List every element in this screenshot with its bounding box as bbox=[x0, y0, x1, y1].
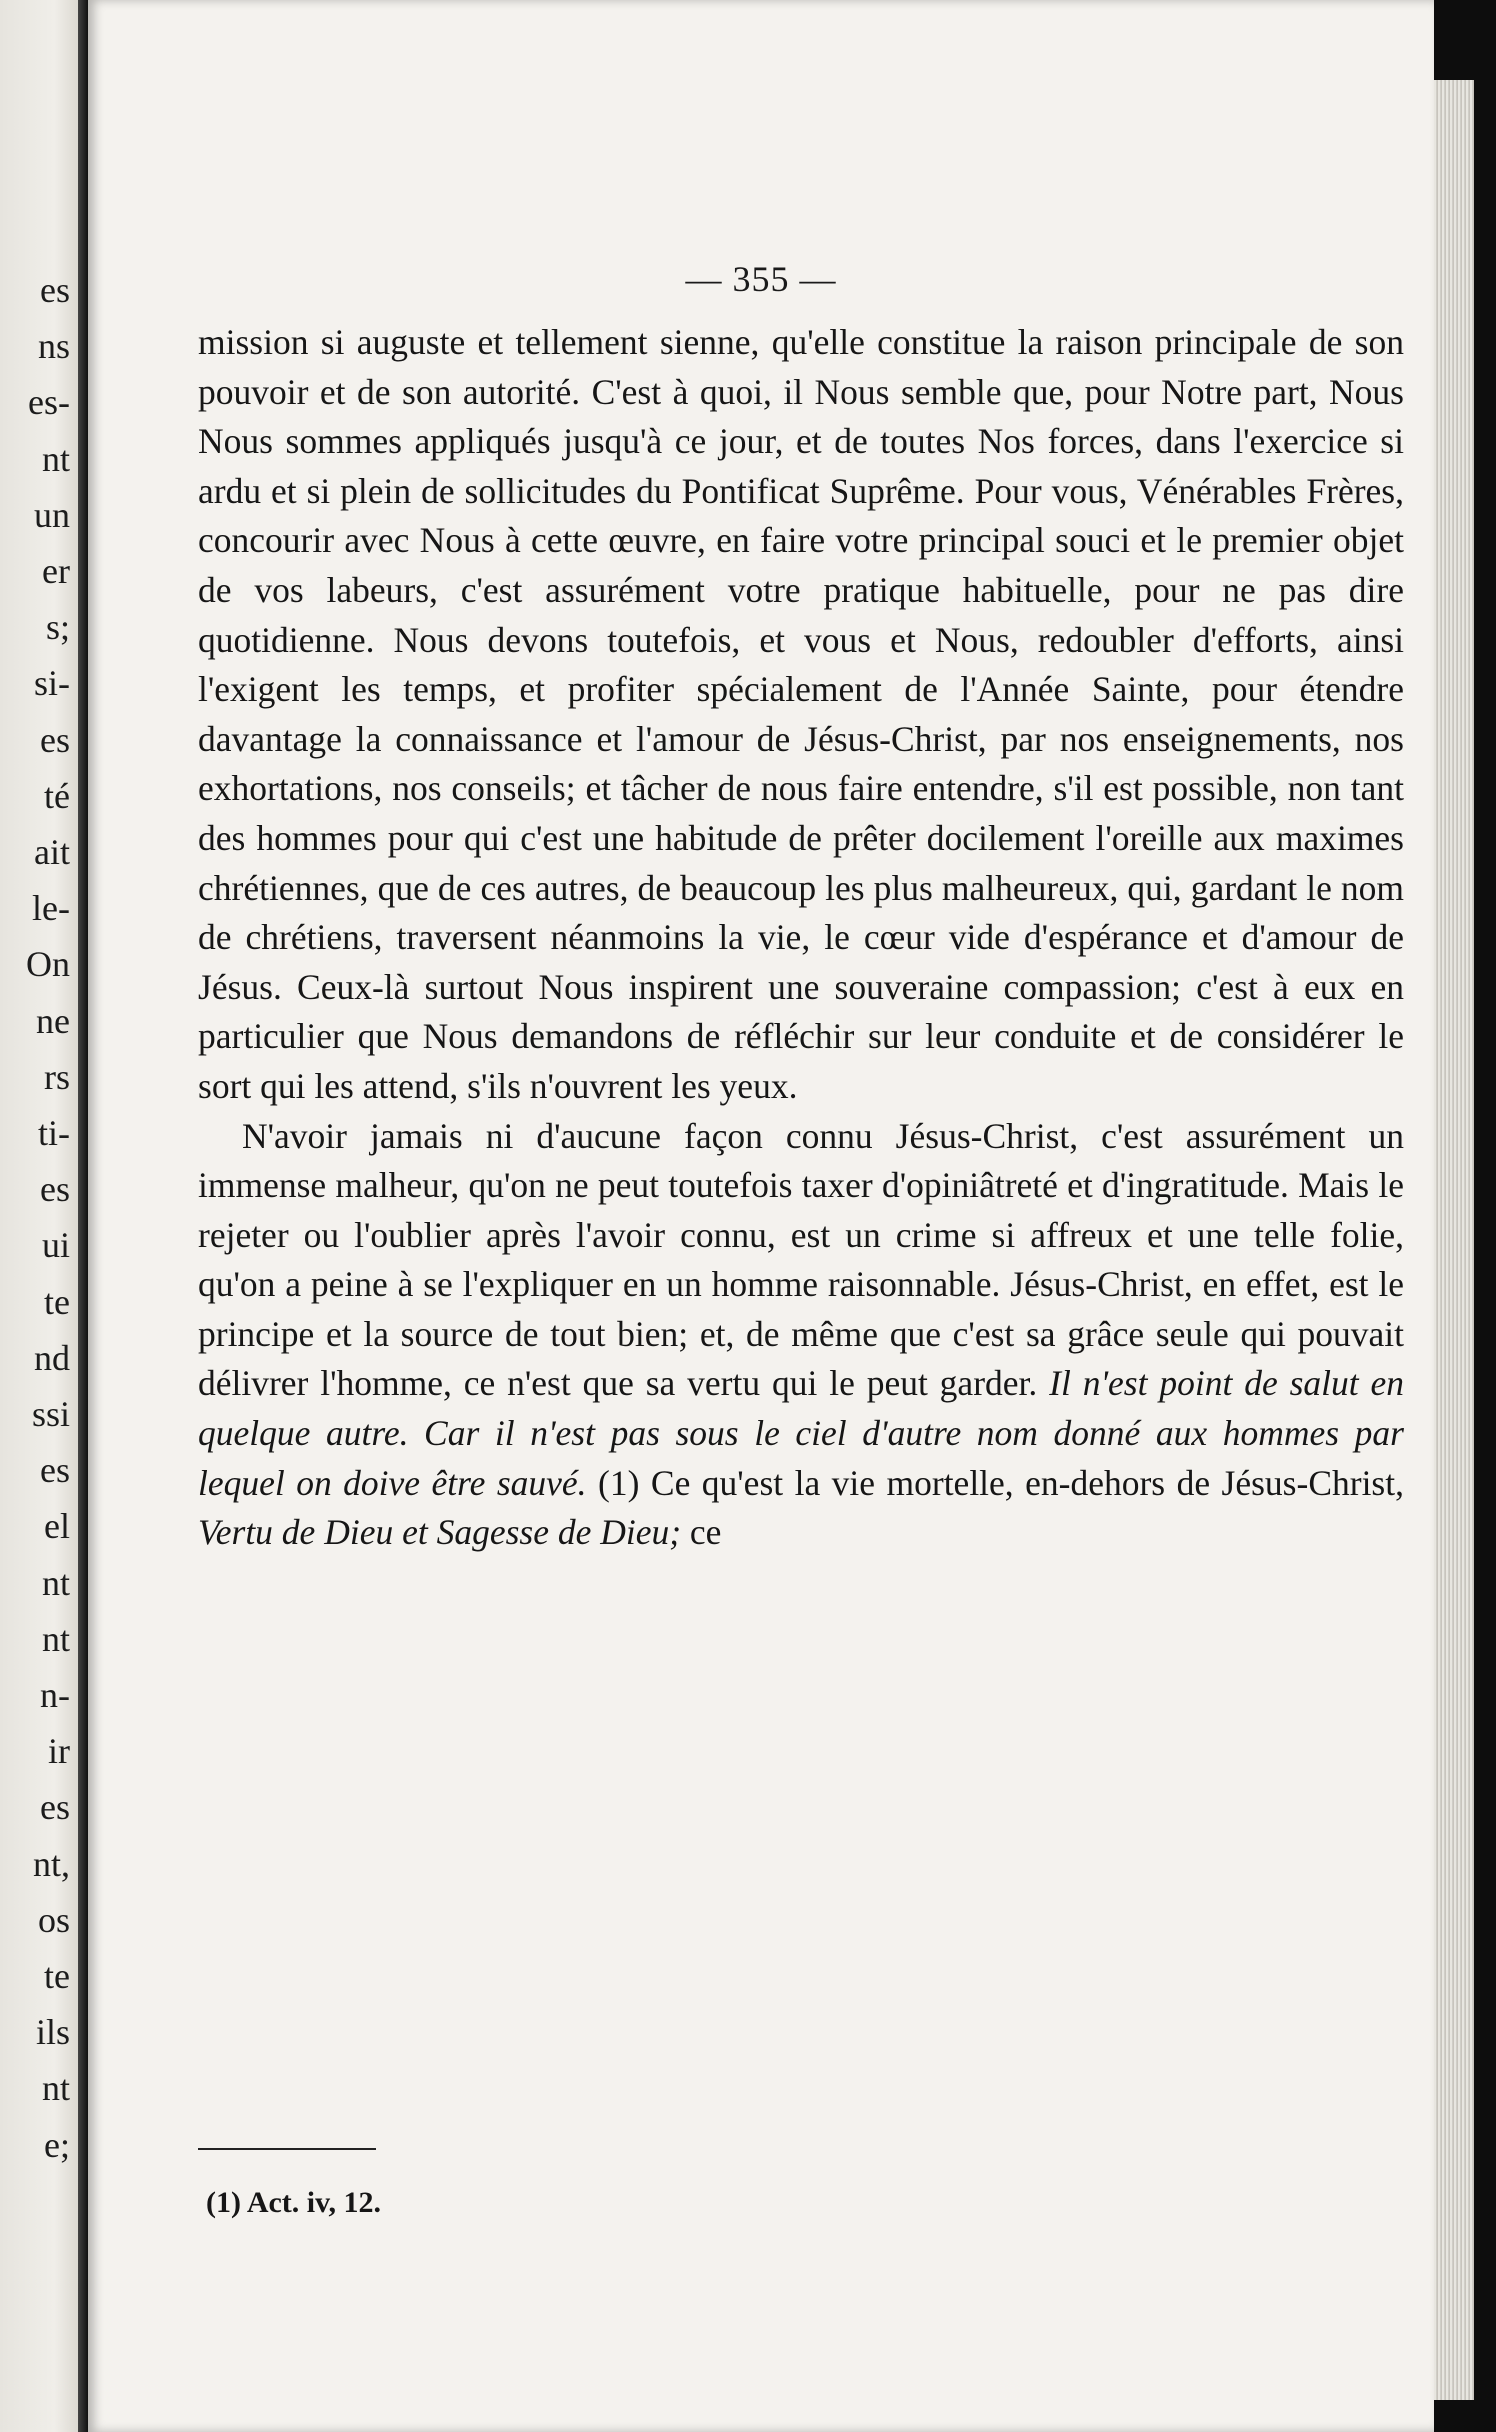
book-gutter bbox=[78, 0, 88, 2432]
left-page-fragment: nd bbox=[34, 1337, 70, 1378]
left-page-fragment: s; bbox=[45, 607, 70, 648]
left-page-fragment: nt bbox=[41, 2068, 70, 2109]
page-edges bbox=[1434, 80, 1474, 2400]
page-number: — 355 — bbox=[685, 259, 837, 299]
left-page-fragment: es bbox=[40, 719, 70, 760]
paragraph-1: mission si auguste et tellement sienne, qu'elle constitue la raison principale de son pouvoir et de son autorité. C'est à quoi, il Nous semble que, pour Notre part, Nous Nous sommes appliqués jusqu'à ce jour, et de toutes Nos forces, dans l'exercice si ardu et si plein de sollicitudes du Pontificat Suprême. Pour vous, Vénérables Frères, concourir avec Nous à cette œuvre, en faire votre principal souci et le premier objet de vos labeurs, c'est assurément votre pratique habituelle, pour ne pas dire quotidienne. Nous devons toutefois, et vous et Nous, redoubler d'efforts, ainsi l'exigent les temps, et profiter spécialement de l'Année Sainte, pour étendre davantage la connaissance et l'amour de Jésus-Christ, par nos enseignements, nos exhortations, nos conseils; et tâcher de nous faire entendre, s'il est possible, non tant des hommes pour qui c'est une habitude de prêter docilement l'oreille aux maximes chrétiennes, que de ces autres, de beaucoup les plus malheureux, qui, gardant le nom de chrétiens, traversent néanmoins la vie, le cœur vide d'espérance et d'amour de Jésus. Ceux-là surtout Nous inspirent une souveraine compassion; c'est à eux en particulier que Nous demandons de réfléchir sur leur conduite et de considérer le sort qui les attend, s'ils n'ouvrent les yeux. bbox=[198, 322, 1404, 1106]
left-page-fragment: el bbox=[44, 1506, 70, 1547]
left-page-fragment: ui bbox=[41, 1225, 70, 1266]
left-page-fragment: un bbox=[34, 494, 70, 535]
left-page-fragment: nt bbox=[41, 1562, 70, 1603]
left-page-fragment: n- bbox=[40, 1675, 70, 1715]
left-page-fragment: ns bbox=[37, 326, 70, 367]
left-page-fragment: le- bbox=[32, 888, 70, 929]
left-page-fragment: nt bbox=[41, 1618, 70, 1659]
footnote-rule bbox=[198, 2148, 376, 2150]
scripture-quote-acts: Il n'est point de salut en quelque autre. Car il n'est pas sous le ciel d'autre nom donné aux hommes par lequel on doive être sauvé. bbox=[198, 1363, 1404, 1503]
left-facing-page bbox=[0, 0, 78, 2432]
left-page-fragment: te bbox=[44, 1281, 70, 1322]
left-page-fragment: si- bbox=[34, 663, 70, 704]
left-page-fragment: rs bbox=[44, 1056, 70, 1097]
left-page-fragment: ti- bbox=[38, 1113, 70, 1153]
left-page-fragment: ir bbox=[48, 1731, 70, 1772]
right-page bbox=[88, 0, 1434, 2432]
left-page-fragment: ait bbox=[34, 832, 70, 872]
left-page-fragment: nt bbox=[41, 438, 70, 479]
left-page-fragment: os bbox=[37, 1899, 70, 1940]
left-page-fragment: e; bbox=[44, 2124, 70, 2165]
body-text bbox=[198, 318, 1404, 1558]
left-page-fragment: ssi bbox=[31, 1394, 70, 1434]
footnote: (1) Act. iv, 12. bbox=[206, 2186, 381, 2219]
left-page-fragment: es bbox=[40, 1787, 70, 1828]
left-page-fragment: es bbox=[40, 1450, 70, 1491]
left-page-fragment: es bbox=[40, 1169, 70, 1210]
paragraph-2 bbox=[198, 1112, 1404, 1558]
paragraph-2-end: ce bbox=[681, 1512, 722, 1553]
left-page-fragment: es bbox=[40, 270, 70, 310]
left-page-fragment: ne bbox=[36, 1000, 70, 1041]
paragraph-2-middle: (1) Ce qu'est la vie mortelle, en-dehors de Jésus-Christ, bbox=[586, 1462, 1404, 1503]
left-page-fragment: ils bbox=[35, 2012, 70, 2053]
left-page-fragment: er bbox=[42, 551, 70, 591]
left-page-fragment: es- bbox=[28, 382, 70, 423]
left-page-fragment: té bbox=[44, 775, 70, 816]
left-page-fragment: te bbox=[44, 1956, 70, 1996]
left-page-fragment: nt, bbox=[32, 1843, 70, 1884]
left-page-fragment: On bbox=[26, 944, 70, 985]
scripture-quote-virtue: Vertu de Dieu et Sagesse de Dieu; bbox=[198, 1512, 682, 1553]
paragraph-2-text: N'avoir jamais ni d'aucune façon connu Jésus-Christ, c'est assurément un immense malheur, qu'on ne peut toutefois taxer d'opiniâtreté et d'ingratitude. Mais le rejeter ou l'oublier après l'avoir connu, est un crime si affreux et une telle folie, qu'on a peine à se l'expliquer en un homme raisonnable. Jésus-Christ, en effet, est le principe et la source de tout bien; et, de même que c'est sa grâce seule qui pouvait délivrer l'homme, ce n'est que sa vertu qui le peut garder. bbox=[198, 1115, 1404, 1404]
